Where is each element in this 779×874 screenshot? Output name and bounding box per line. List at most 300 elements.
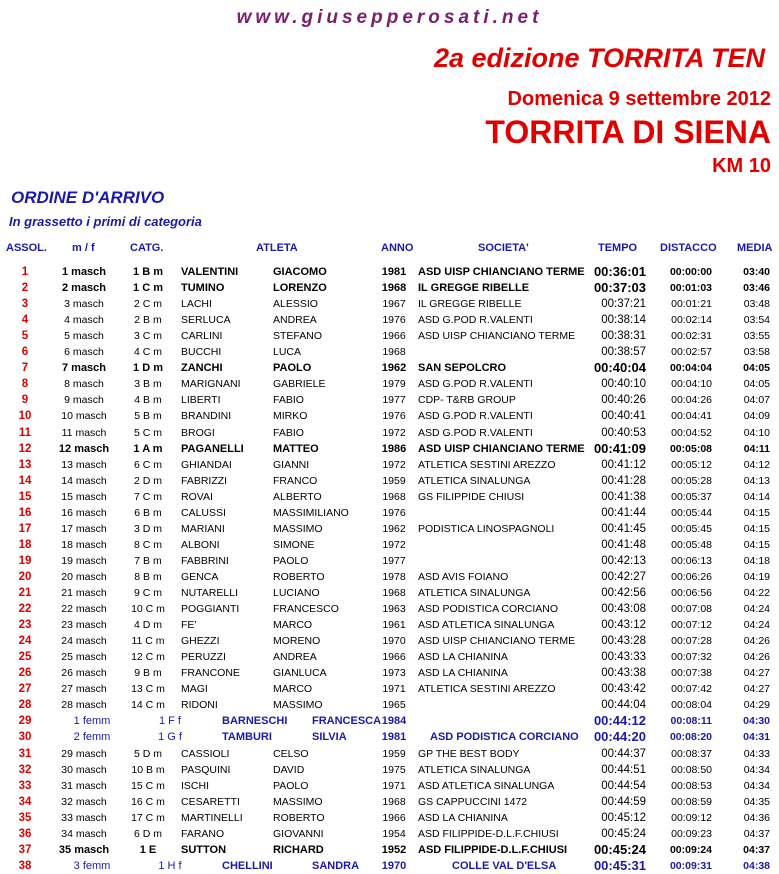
surname: LACHI (181, 298, 212, 311)
club: ATLETICA SINALUNGA (418, 474, 531, 487)
class-rank: 24 masch (61, 635, 107, 648)
table-row (0, 296, 779, 312)
bold-note: In grassetto i primi di categoria (9, 214, 202, 229)
class-rank: 23 masch (61, 619, 107, 632)
table-row (0, 505, 779, 521)
birth-year: 1963 (382, 603, 406, 616)
club: ASD UISP CHIANCIANO TERME (418, 635, 576, 648)
category: 3 B m (134, 378, 162, 391)
pace: 04:36 (743, 811, 770, 824)
club: ATLETICA SESTINI AREZZO (418, 458, 556, 471)
category: 17 C m (131, 811, 165, 824)
surname: PAGANELLI (181, 442, 244, 455)
gap: 00:07:28 (671, 635, 712, 648)
surname: SUTTON (181, 843, 227, 856)
pace: 04:10 (743, 426, 770, 439)
finish-time: 00:37:03 (593, 280, 646, 296)
birth-year: 1981 (381, 731, 407, 744)
category: 4 D m (133, 619, 162, 632)
finish-time: 00:44:20 (593, 729, 646, 745)
finish-time: 00:43:08 (601, 603, 646, 616)
table-row (0, 537, 779, 553)
club: ASD FILIPPIDE-D.L.F.CHIUSI (418, 827, 559, 840)
pace: 04:29 (743, 699, 770, 712)
table-row (0, 826, 779, 842)
birth-year: 1975 (382, 763, 406, 776)
gap: 00:08:53 (671, 779, 712, 792)
category: 9 C m (133, 587, 162, 599)
birth-year: 1976 (382, 314, 406, 327)
category: 2 D m (133, 474, 162, 487)
birth-year: 1970 (382, 635, 406, 648)
gap: 00:07:12 (671, 619, 712, 632)
class-rank: 8 masch (64, 378, 104, 391)
position: 3 (21, 298, 29, 311)
pace: 04:27 (743, 683, 770, 696)
first-name: MASSIMO (273, 522, 323, 535)
finish-time: 00:41:44 (601, 506, 646, 519)
club: PODISTICA LINOSPAGNOLI (418, 522, 555, 535)
gap: 00:04:04 (669, 362, 712, 375)
birth-year: 1959 (382, 474, 406, 487)
club: IL GREGGE RIBELLE (418, 298, 522, 311)
gap: 00:01:21 (671, 298, 712, 311)
club: ASD FILIPPIDE-D.L.F.CHIUSI (418, 843, 568, 856)
finish-time: 00:42:56 (601, 587, 646, 599)
finish-time: 00:45:24 (601, 827, 646, 840)
gap: 00:02:57 (671, 346, 712, 359)
birth-year: 1968 (382, 587, 406, 599)
gap: 00:06:56 (671, 587, 712, 599)
birth-year: 1986 (381, 442, 407, 455)
pace: 04:14 (743, 490, 770, 503)
category: 6 B m (134, 506, 162, 519)
event-place: TORRITA DI SIENA (485, 114, 771, 150)
club: ASD G.POD R.VALENTI (418, 426, 533, 439)
pace: 03:54 (743, 314, 770, 327)
category: 1 B m (133, 266, 163, 278)
club: ATLETICA SESTINI AREZZO (418, 683, 556, 696)
first-name: LUCIANO (273, 587, 320, 599)
position: 7 (21, 362, 29, 375)
club: ASD G.POD R.VALENTI (418, 378, 533, 391)
position: 1 (21, 266, 29, 278)
first-name: GABRIELE (273, 378, 326, 391)
birth-year: 1981 (381, 266, 407, 278)
finish-time: 00:45:24 (593, 841, 646, 857)
class-rank: 25 masch (61, 651, 107, 664)
first-name: GIACOMO (273, 266, 327, 278)
surname: ROVAI (181, 490, 213, 503)
gap: 00:02:14 (671, 314, 712, 327)
class-rank: 32 masch (61, 795, 107, 808)
gap: 00:08:20 (669, 731, 712, 744)
surname: CASSIOLI (181, 747, 230, 760)
position: 34 (18, 795, 32, 808)
table-row (0, 810, 779, 826)
table-row (0, 408, 779, 424)
class-rank: 2 masch (61, 282, 107, 295)
class-rank: 4 masch (64, 314, 104, 327)
position: 37 (18, 843, 32, 856)
club: ASD LA CHIANINA (418, 667, 508, 680)
birth-year: 1952 (381, 843, 407, 856)
pace: 03:46 (743, 282, 770, 295)
table-row (0, 553, 779, 569)
gap: 00:05:44 (671, 506, 712, 519)
position: 16 (18, 506, 32, 519)
class-rank: 6 masch (64, 346, 104, 359)
gap: 00:09:23 (671, 827, 712, 840)
first-name: RICHARD (273, 843, 324, 856)
category: 5 D m (133, 747, 162, 760)
surname: FABBRINI (181, 554, 229, 567)
class-rank: 9 masch (64, 394, 104, 407)
pace: 04:15 (743, 538, 770, 551)
class-rank: 31 masch (61, 779, 107, 792)
finish-time: 00:41:48 (601, 538, 646, 551)
pace: 04:05 (743, 362, 770, 375)
first-name: MASSIMO (273, 795, 323, 808)
pace: 04:26 (743, 651, 770, 664)
position: 33 (18, 779, 32, 792)
position: 27 (18, 683, 32, 696)
category: 7 C m (133, 490, 162, 503)
position: 36 (18, 827, 32, 840)
col-header-distacco: DISTACCO (660, 242, 717, 254)
birth-year: 1968 (382, 346, 406, 359)
position: 35 (18, 811, 32, 824)
club: ASD UISP CHIANCIANO TERME (418, 442, 585, 455)
table-row (0, 569, 779, 585)
gap: 00:05:48 (671, 538, 712, 551)
class-rank: 12 masch (58, 442, 110, 455)
gap: 00:05:08 (669, 442, 712, 455)
finish-time: 00:41:09 (593, 440, 646, 456)
birth-year: 1966 (382, 651, 406, 664)
pace: 04:38 (743, 859, 770, 872)
class-rank: 21 masch (61, 587, 107, 599)
finish-time: 00:42:27 (601, 570, 646, 583)
club: GP THE BEST BODY (418, 747, 520, 760)
surname: BRANDINI (181, 410, 232, 423)
first-name: MARCO (273, 683, 313, 696)
table-row (0, 665, 779, 681)
surname: FABRIZZI (181, 474, 228, 487)
birth-year: 1968 (382, 795, 406, 808)
table-row (0, 681, 779, 697)
birth-year: 1978 (382, 570, 406, 583)
finish-time: 00:41:28 (601, 474, 646, 487)
position: 18 (18, 538, 32, 551)
position: 4 (21, 314, 29, 327)
table-row (0, 280, 779, 296)
class-rank: 1 masch (61, 266, 107, 278)
class-rank: 26 masch (61, 667, 107, 680)
finish-time: 00:45:31 (593, 857, 646, 873)
pace: 04:24 (743, 603, 770, 616)
class-rank: 11 masch (61, 426, 107, 439)
gap: 00:09:31 (669, 859, 712, 872)
pace: 04:30 (743, 715, 770, 728)
col-header-societa: SOCIETA' (478, 242, 529, 254)
club: ASD UISP CHIANCIANO TERME (418, 266, 585, 278)
finish-time: 00:44:12 (593, 713, 646, 729)
birth-year: 1968 (382, 490, 406, 503)
pace: 04:22 (743, 587, 770, 599)
surname: TUMINO (181, 282, 225, 295)
position: 2 (21, 282, 29, 295)
table-row (0, 312, 779, 328)
class-rank: 30 masch (61, 763, 107, 776)
col-header-mf: m / f (72, 242, 95, 254)
category: 1 E (139, 843, 157, 856)
table-row (0, 521, 779, 537)
surname: MARIGNANI (181, 378, 241, 391)
club: GS FILIPPIDE CHIUSI (418, 490, 525, 503)
club: IL GREGGE RIBELLE (418, 282, 530, 295)
gap: 00:08:37 (671, 747, 712, 760)
surname: LIBERTI (181, 394, 221, 407)
pace: 03:58 (743, 346, 770, 359)
birth-year: 1973 (382, 667, 406, 680)
surname: BUCCHI (181, 346, 222, 359)
first-name: FABIO (273, 394, 304, 407)
category: 3 C m (133, 330, 162, 343)
table-row (0, 360, 779, 376)
event-edition-title: 2a edizione TORRITA TEN (433, 43, 765, 73)
table-row (0, 344, 779, 360)
surname: GHIANDAI (181, 458, 232, 471)
position: 6 (21, 346, 29, 359)
finish-time: 00:43:38 (601, 667, 646, 680)
class-rank: 13 masch (61, 458, 107, 471)
birth-year: 1972 (382, 538, 406, 551)
surname: RIDONI (181, 699, 218, 712)
pace: 04:15 (743, 522, 770, 535)
first-name: FRANCESCA (312, 715, 382, 728)
position: 8 (21, 378, 29, 391)
category: 8 B m (134, 570, 162, 583)
gap: 00:08:50 (671, 763, 712, 776)
table-row (0, 264, 779, 280)
category: 11 C m (131, 635, 165, 648)
surname: CESARETTI (181, 795, 240, 808)
class-rank: 16 masch (61, 506, 107, 519)
first-name: FRANCO (273, 474, 318, 487)
gap: 00:08:04 (671, 699, 712, 712)
finish-time: 00:36:01 (593, 264, 646, 279)
first-name: MATTEO (273, 442, 319, 455)
club: ASD PODISTICA CORCIANO (418, 603, 559, 616)
table-row (0, 649, 779, 665)
category: 5 C m (133, 426, 162, 439)
table-row (0, 376, 779, 392)
section-title: ORDINE D'ARRIVO (11, 188, 165, 207)
pace: 04:35 (743, 795, 770, 808)
category: 8 C m (133, 538, 162, 551)
position: 22 (18, 603, 32, 616)
birth-year: 1970 (381, 859, 407, 872)
gap: 00:08:11 (670, 715, 712, 728)
class-rank: 14 masch (61, 474, 107, 487)
pace: 04:07 (743, 394, 770, 407)
pace: 04:09 (743, 410, 770, 423)
gap: 00:07:38 (671, 667, 712, 680)
surname: PASQUINI (181, 763, 231, 776)
table-row (0, 601, 779, 617)
finish-time: 00:45:12 (601, 811, 646, 824)
surname: GHEZZI (181, 635, 220, 648)
class-rank: 35 masch (58, 843, 110, 856)
finish-time: 00:43:42 (601, 683, 646, 696)
first-name: GIANNI (273, 458, 310, 471)
category: 4 B m (134, 394, 162, 407)
position: 20 (18, 570, 32, 583)
class-rank: 34 masch (61, 827, 107, 840)
category: 6 D m (133, 827, 162, 840)
pace: 04:24 (743, 619, 770, 632)
surname: FRANCONE (181, 667, 240, 680)
birth-year: 1977 (382, 394, 406, 407)
class-rank: 3 femm (73, 859, 111, 872)
surname: PERUZZI (181, 651, 226, 664)
gap: 00:01:03 (669, 282, 712, 295)
club: ASD AVIS FOIANO (418, 570, 509, 583)
pace: 04:13 (743, 474, 770, 487)
category: 2 B m (134, 314, 162, 327)
category: 15 C m (131, 779, 165, 792)
pace: 04:18 (743, 554, 770, 567)
table-row (0, 633, 779, 649)
category: 1 G f (158, 731, 182, 744)
birth-year: 1965 (382, 699, 406, 712)
club: ASD LA CHIANINA (418, 651, 508, 664)
pace: 04:31 (743, 731, 770, 744)
position: 5 (21, 330, 29, 343)
position: 25 (18, 651, 32, 664)
position: 28 (18, 699, 32, 712)
surname: BARNESCHI (222, 715, 288, 728)
first-name: SANDRA (312, 859, 360, 872)
event-date: Domenica 9 settembre 2012 (507, 88, 771, 110)
gap: 00:05:45 (671, 522, 712, 535)
birth-year: 1967 (382, 298, 406, 311)
surname: CARLINI (181, 330, 223, 343)
table-row (0, 794, 779, 810)
gap: 00:02:31 (671, 330, 712, 343)
surname: SERLUCA (181, 314, 231, 327)
category: 1 C m (133, 282, 163, 295)
position: 19 (18, 554, 32, 567)
pace: 04:37 (743, 827, 770, 840)
first-name: STEFANO (273, 330, 323, 343)
club: ATLETICA SINALUNGA (418, 763, 531, 776)
birth-year: 1972 (382, 426, 406, 439)
category: 3 D m (133, 522, 162, 535)
pace: 04:37 (743, 843, 770, 856)
birth-year: 1984 (381, 715, 407, 728)
position: 9 (21, 394, 29, 407)
position: 30 (18, 731, 32, 744)
surname: TAMBURI (222, 731, 272, 744)
birth-year: 1976 (382, 410, 406, 423)
club: COLLE VAL D'ELSA (452, 859, 557, 872)
finish-time: 00:40:41 (601, 410, 646, 423)
first-name: MIRKO (273, 410, 308, 423)
birth-year: 1962 (381, 362, 407, 375)
finish-time: 00:38:14 (601, 314, 646, 327)
first-name: CELSO (273, 747, 309, 760)
finish-time: 00:43:12 (601, 619, 646, 632)
finish-time: 00:44:37 (601, 747, 646, 760)
birth-year: 1961 (382, 619, 406, 632)
table-row (0, 328, 779, 344)
first-name: MORENO (273, 635, 321, 648)
gap: 00:00:00 (669, 266, 712, 278)
class-rank: 18 masch (61, 538, 107, 551)
club: SAN SEPOLCRO (418, 362, 507, 375)
position: 17 (18, 522, 32, 535)
gap: 00:06:26 (671, 570, 712, 583)
table-row (0, 617, 779, 633)
surname: ALBONI (181, 538, 220, 551)
table-row (0, 778, 779, 794)
first-name: ANDREA (273, 314, 317, 327)
pace: 04:05 (743, 378, 770, 391)
first-name: MASSIMO (273, 699, 323, 712)
category: 4 C m (133, 346, 162, 359)
first-name: GIOVANNI (273, 827, 324, 840)
first-name: SILVIA (312, 731, 347, 744)
position: 12 (18, 442, 32, 455)
category: 16 C m (131, 795, 165, 808)
category: 1 A m (133, 442, 163, 455)
position: 15 (18, 490, 32, 503)
first-name: ROBERTO (273, 811, 325, 824)
pace: 03:48 (743, 298, 770, 311)
finish-time: 00:44:59 (601, 795, 646, 808)
pace: 03:40 (743, 266, 770, 278)
class-rank: 20 masch (61, 570, 107, 583)
category: 6 C m (133, 458, 162, 471)
finish-time: 00:38:31 (601, 330, 646, 343)
gap: 00:04:41 (671, 410, 712, 423)
club: ASD UISP CHIANCIANO TERME (418, 330, 576, 343)
surname: ISCHI (181, 779, 210, 792)
position: 31 (18, 747, 32, 760)
category: 1 D m (133, 362, 163, 375)
category: 12 C m (131, 651, 165, 664)
gap: 00:04:10 (671, 378, 712, 391)
position: 32 (18, 763, 32, 776)
class-rank: 5 masch (64, 330, 104, 343)
finish-time: 00:38:57 (601, 346, 646, 359)
col-header-tempo: TEMPO (598, 242, 638, 254)
club: GS CAPPUCCINI 1472 (418, 795, 528, 808)
finish-time: 00:44:04 (601, 699, 646, 712)
surname: GENCA (181, 570, 219, 583)
table-row (0, 585, 779, 601)
gap: 00:05:28 (671, 474, 712, 487)
first-name: PAOLO (273, 779, 309, 792)
table-row (0, 858, 779, 874)
birth-year: 1971 (382, 779, 406, 792)
position: 24 (18, 635, 32, 648)
gap: 00:04:52 (671, 426, 712, 439)
class-rank: 2 femm (73, 731, 111, 744)
finish-time: 00:41:45 (601, 522, 646, 535)
